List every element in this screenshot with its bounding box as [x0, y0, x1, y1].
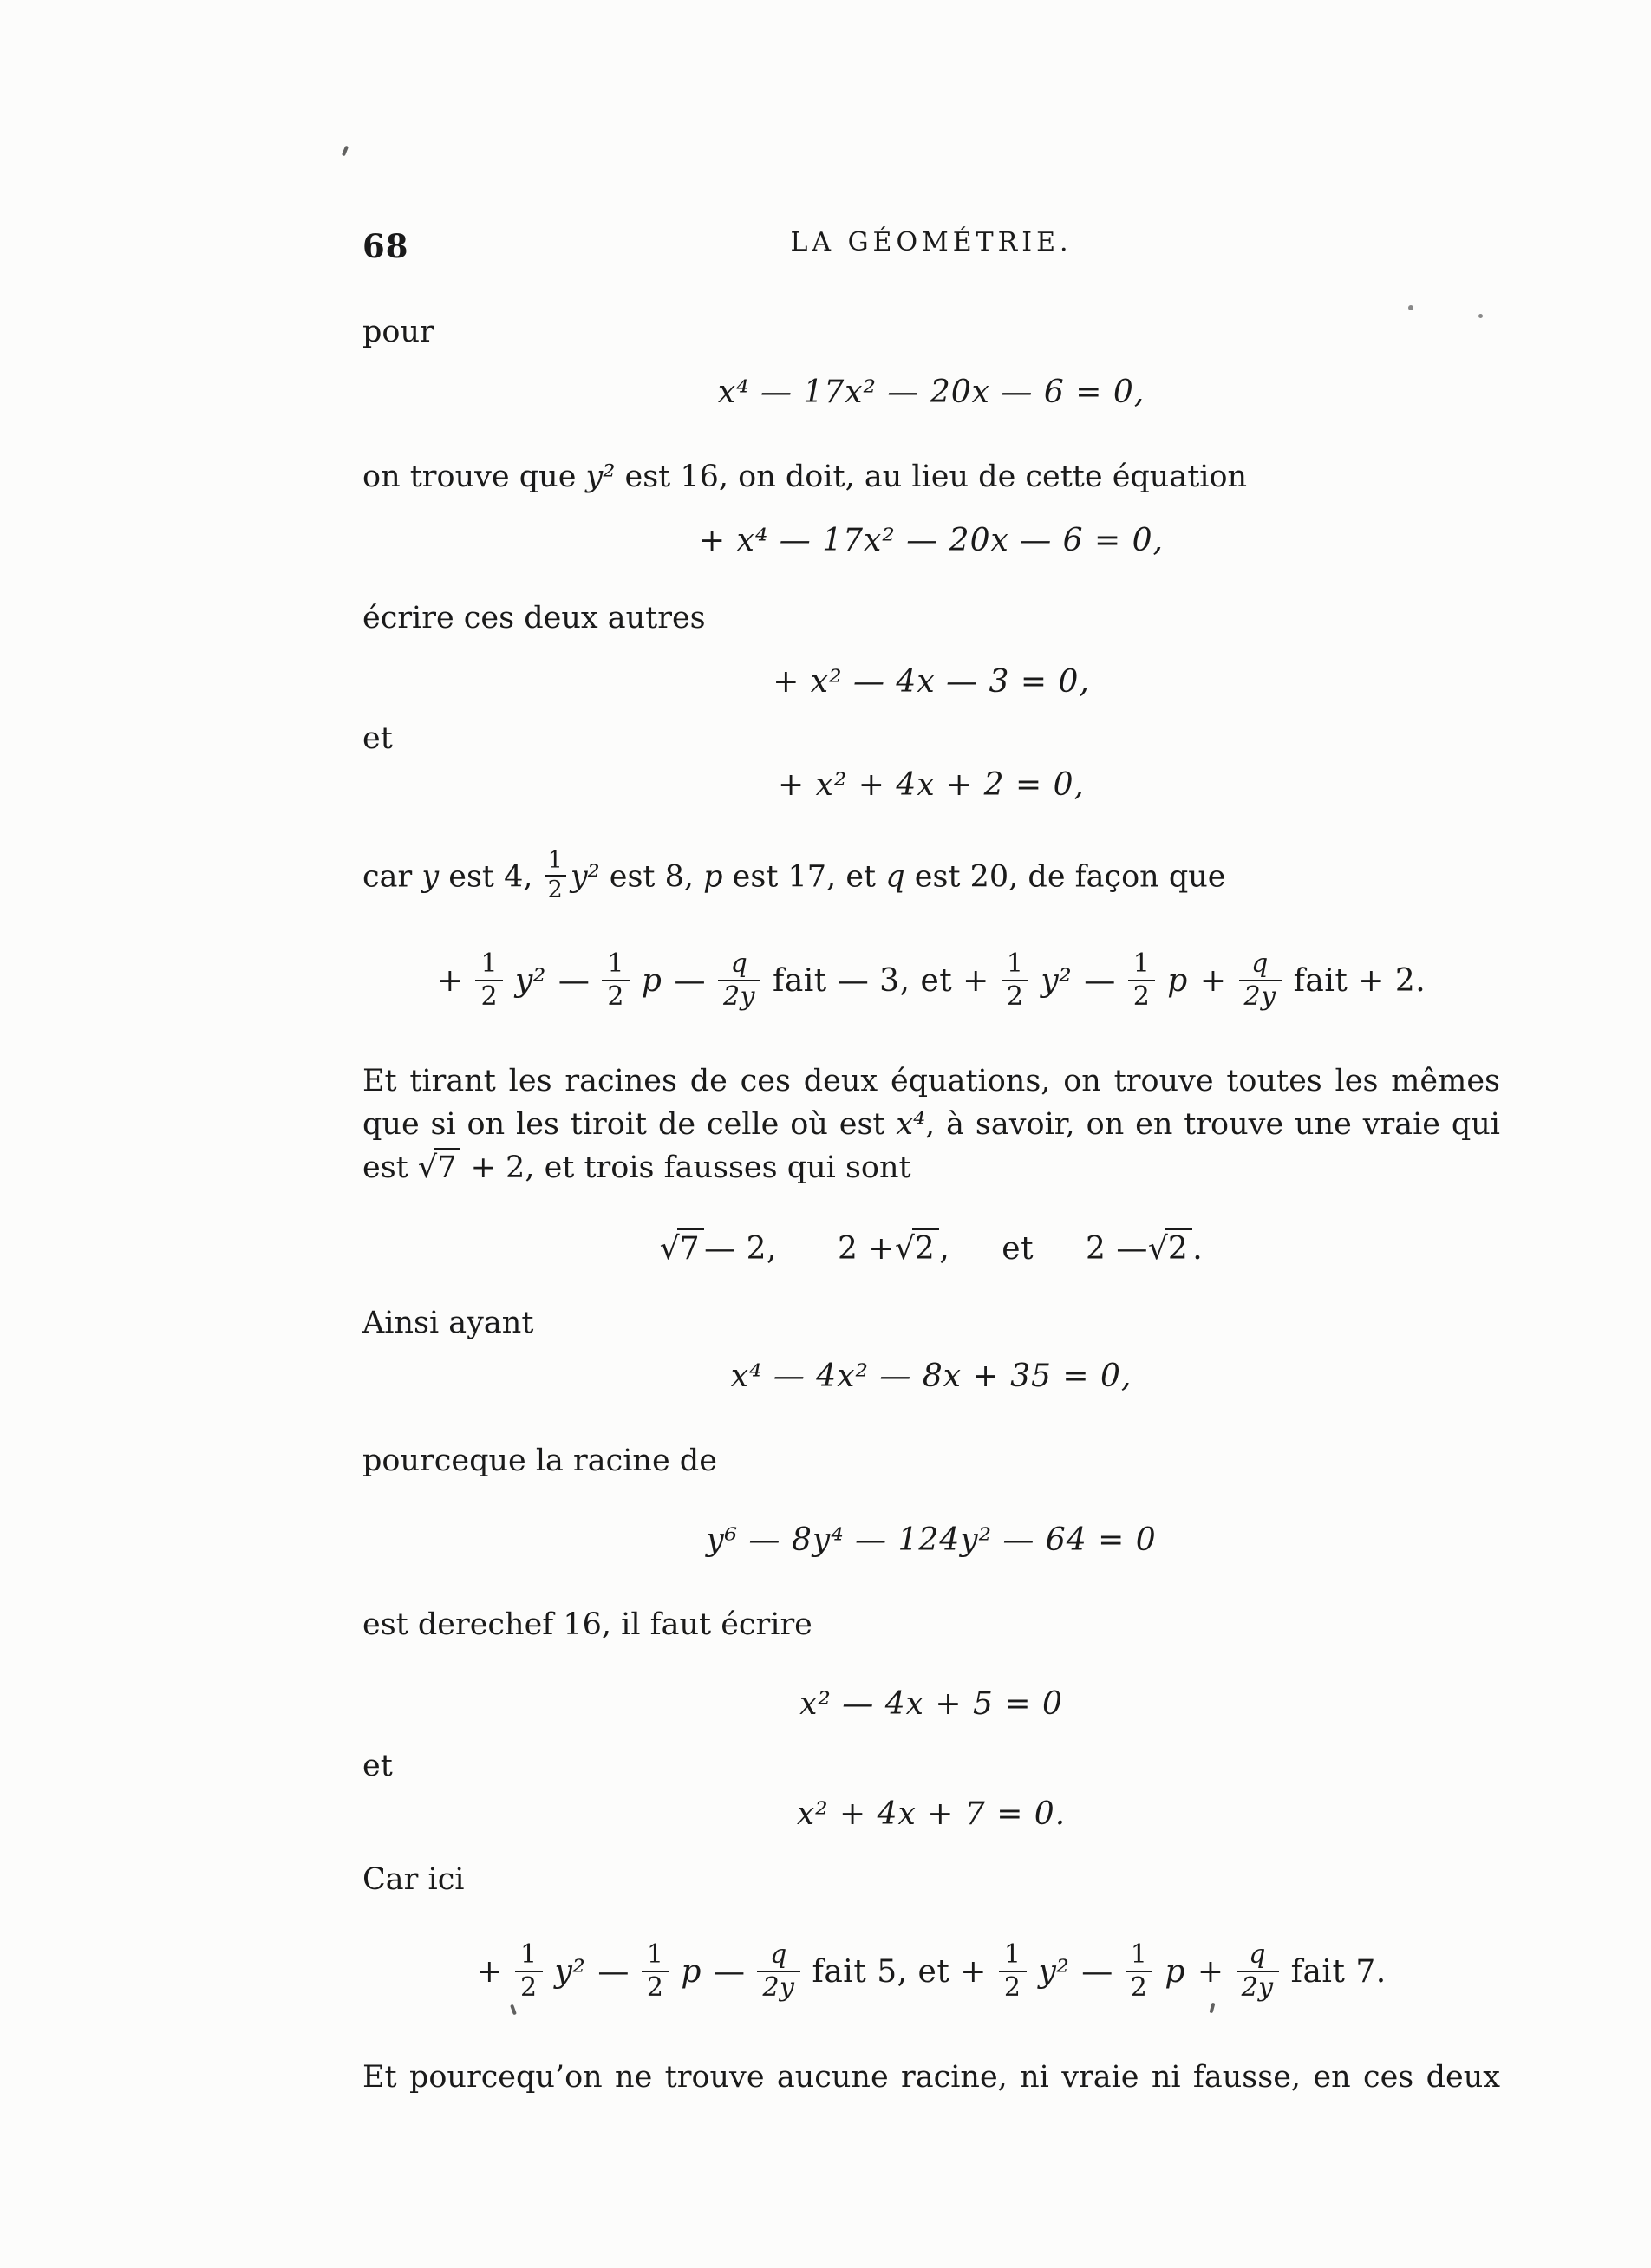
math-operator: —: [597, 1953, 630, 1990]
math-variable: x⁴: [896, 1107, 926, 1142]
math-operator: +: [1197, 1953, 1224, 1990]
fraction-numerator: 1: [602, 948, 630, 981]
fraction: [602, 948, 630, 1013]
text-run: Et tirant les racines de ces deux équations, on trouve toutes les mêmes que si on les tiroit de celle où est: [362, 1064, 1500, 1142]
fraction: [515, 1939, 543, 2004]
fraction-denominator: 2: [519, 1972, 538, 2003]
fraction: [757, 1939, 799, 2004]
fraction-denominator: 2: [480, 981, 499, 1012]
text-run: fait 7.: [1290, 1953, 1387, 1990]
text-run: est 8,: [599, 859, 704, 895]
math-variable: y²: [554, 1953, 586, 1990]
fraction: [1128, 948, 1156, 1013]
equation-display: x⁴ — 17x² — 20x — 6 = 0,: [717, 375, 1145, 410]
fraction-denominator: 2y: [722, 981, 755, 1012]
sqrt-expression: [418, 1150, 461, 1185]
text-run: fait + 2.: [1293, 962, 1426, 999]
fraction-denominator: 2y: [762, 1972, 795, 2003]
math-variable: p: [681, 1953, 702, 1990]
text-run: est 17, et: [722, 859, 886, 895]
text-run: fait — 3, et +: [773, 962, 989, 999]
text-run: est 16, on doit, au lieu de cette équation: [615, 459, 1248, 494]
radicand: 2: [912, 1228, 939, 1267]
equation-display: + x² + 4x + 2 = 0,: [778, 767, 1085, 803]
paragraph: est derechef 16, il faut écrire: [362, 1607, 812, 1642]
text-run: .: [1192, 1231, 1204, 1267]
radical-sign-icon: √: [1147, 1231, 1168, 1267]
paragraph: Et pourcequ’on ne trouve aucune racine, ni vraie ni fausse, en ces deux: [362, 2060, 1500, 2095]
fraction-denominator: 2: [607, 981, 624, 1012]
fraction-numerator: 1: [515, 1939, 543, 1972]
fraction-denominator: 2: [1130, 1972, 1148, 2003]
equation-display: [362, 1231, 1500, 1267]
fraction: [475, 948, 503, 1013]
fraction-denominator: 2y: [1243, 981, 1276, 1012]
fraction-numerator: 1: [999, 1939, 1027, 1972]
fraction-denominator: 2: [646, 1972, 664, 2003]
paragraph: [362, 1059, 1500, 1189]
sqrt-expression: [660, 1231, 704, 1267]
equation-display: + x² — 4x — 3 = 0,: [773, 664, 1090, 700]
fraction-numerator: q: [1237, 1939, 1279, 1972]
text-run: fait 5, et +: [812, 1953, 987, 1990]
math-variable: y: [421, 859, 440, 895]
text-run: 2 —: [1086, 1231, 1148, 1267]
math-operator: +: [436, 962, 464, 999]
fraction-numerator: q: [757, 1939, 799, 1972]
text-run: est 4,: [439, 859, 543, 895]
fraction: [1239, 948, 1282, 1013]
fraction-denominator: 2: [1003, 1972, 1021, 2003]
text-run: + 2, et trois fausses qui sont: [460, 1150, 911, 1185]
equation-display: x⁴ — 4x² — 8x + 35 = 0,: [730, 1359, 1132, 1394]
math-variable: y²: [515, 962, 546, 999]
inline-fraction: [545, 847, 566, 904]
page-header: [362, 227, 1500, 267]
math-variable: p: [1167, 962, 1188, 999]
math-operator: —: [558, 962, 591, 999]
math-operator: —: [713, 1953, 746, 1990]
radicand: 2: [1165, 1228, 1192, 1267]
equation-display: [362, 1939, 1500, 2004]
text-run: — 2,: [704, 1231, 777, 1267]
text-run: ,: [939, 1231, 950, 1267]
fraction-numerator: 1: [1126, 1939, 1153, 1972]
fraction-numerator: 1: [1002, 948, 1029, 981]
fraction: [642, 1939, 669, 2004]
math-operator: —: [1084, 962, 1116, 999]
scan-speck: [342, 146, 349, 157]
sqrt-expression: [895, 1231, 939, 1267]
equation-display: y⁶ — 8y⁴ — 124y² — 64 = 0: [706, 1522, 1157, 1558]
math-variable: q: [885, 859, 905, 895]
math-variable: p: [641, 962, 662, 999]
sqrt-expression: [1148, 1231, 1192, 1267]
paragraph: [362, 847, 1500, 907]
math-operator: +: [476, 1953, 503, 1990]
fraction-denominator: 2y: [1241, 1972, 1274, 2003]
text-run: 2 +: [837, 1231, 895, 1267]
text-run: car: [362, 859, 422, 895]
fraction-numerator: q: [718, 948, 760, 981]
text-run: on trouve que: [362, 459, 586, 494]
fraction-denominator: 2: [547, 877, 563, 903]
radicand: 7: [434, 1148, 460, 1185]
page-number: 68: [362, 227, 409, 265]
running-title: LA GÉOMÉTRIE.: [790, 227, 1073, 257]
paragraph: Car ici: [362, 1862, 465, 1897]
paragraph: Ainsi ayant: [362, 1306, 534, 1340]
equation-display: x² + 4x + 7 = 0.: [796, 1796, 1067, 1832]
radicand: 7: [677, 1228, 704, 1267]
math-variable: y²: [1038, 1953, 1070, 1990]
radical-sign-icon: √: [417, 1150, 438, 1185]
radical-sign-icon: √: [659, 1231, 680, 1267]
fraction: [1126, 1939, 1153, 2004]
fraction-denominator: 2: [1006, 981, 1024, 1012]
fraction: [999, 1939, 1027, 2004]
fraction: [718, 948, 760, 1013]
equation-display: x² — 4x + 5 = 0: [799, 1686, 1063, 1722]
fraction: [1002, 948, 1029, 1013]
fraction-numerator: 1: [1128, 948, 1156, 981]
fraction-numerator: q: [1239, 948, 1282, 981]
fraction-numerator: 1: [475, 948, 503, 981]
math-operator: —: [1081, 1953, 1113, 1990]
text-run: et: [1002, 1231, 1034, 1267]
math-operator: —: [674, 962, 706, 999]
math-variable: y²: [585, 459, 616, 494]
paragraph: et: [362, 721, 393, 756]
math-variable: p: [703, 859, 723, 895]
fraction-denominator: 2: [1132, 981, 1151, 1012]
paragraph: [362, 455, 1500, 499]
math-variable: y²: [570, 859, 600, 895]
fraction: [1237, 1939, 1279, 2004]
math-variable: p: [1165, 1953, 1185, 1990]
math-operator: +: [1199, 962, 1227, 999]
text-run: est 20, de façon que: [904, 859, 1226, 895]
paragraph: et: [362, 1749, 393, 1783]
fraction-numerator: 1: [642, 1939, 669, 1972]
equation-display: [362, 948, 1500, 1013]
page-content: [362, 227, 1500, 2099]
text-run: , à savoir, on en trouve une vraie qui est: [362, 1107, 1500, 1185]
math-variable: y²: [1041, 962, 1073, 999]
paragraph: écrire ces deux autres: [362, 601, 706, 635]
radical-sign-icon: √: [894, 1231, 915, 1267]
fraction-numerator: 1: [545, 847, 566, 877]
paragraph: pour: [362, 315, 434, 349]
paragraph: pourceque la racine de: [362, 1444, 717, 1478]
equation-display: + x⁴ — 17x² — 20x — 6 = 0,: [699, 523, 1164, 558]
